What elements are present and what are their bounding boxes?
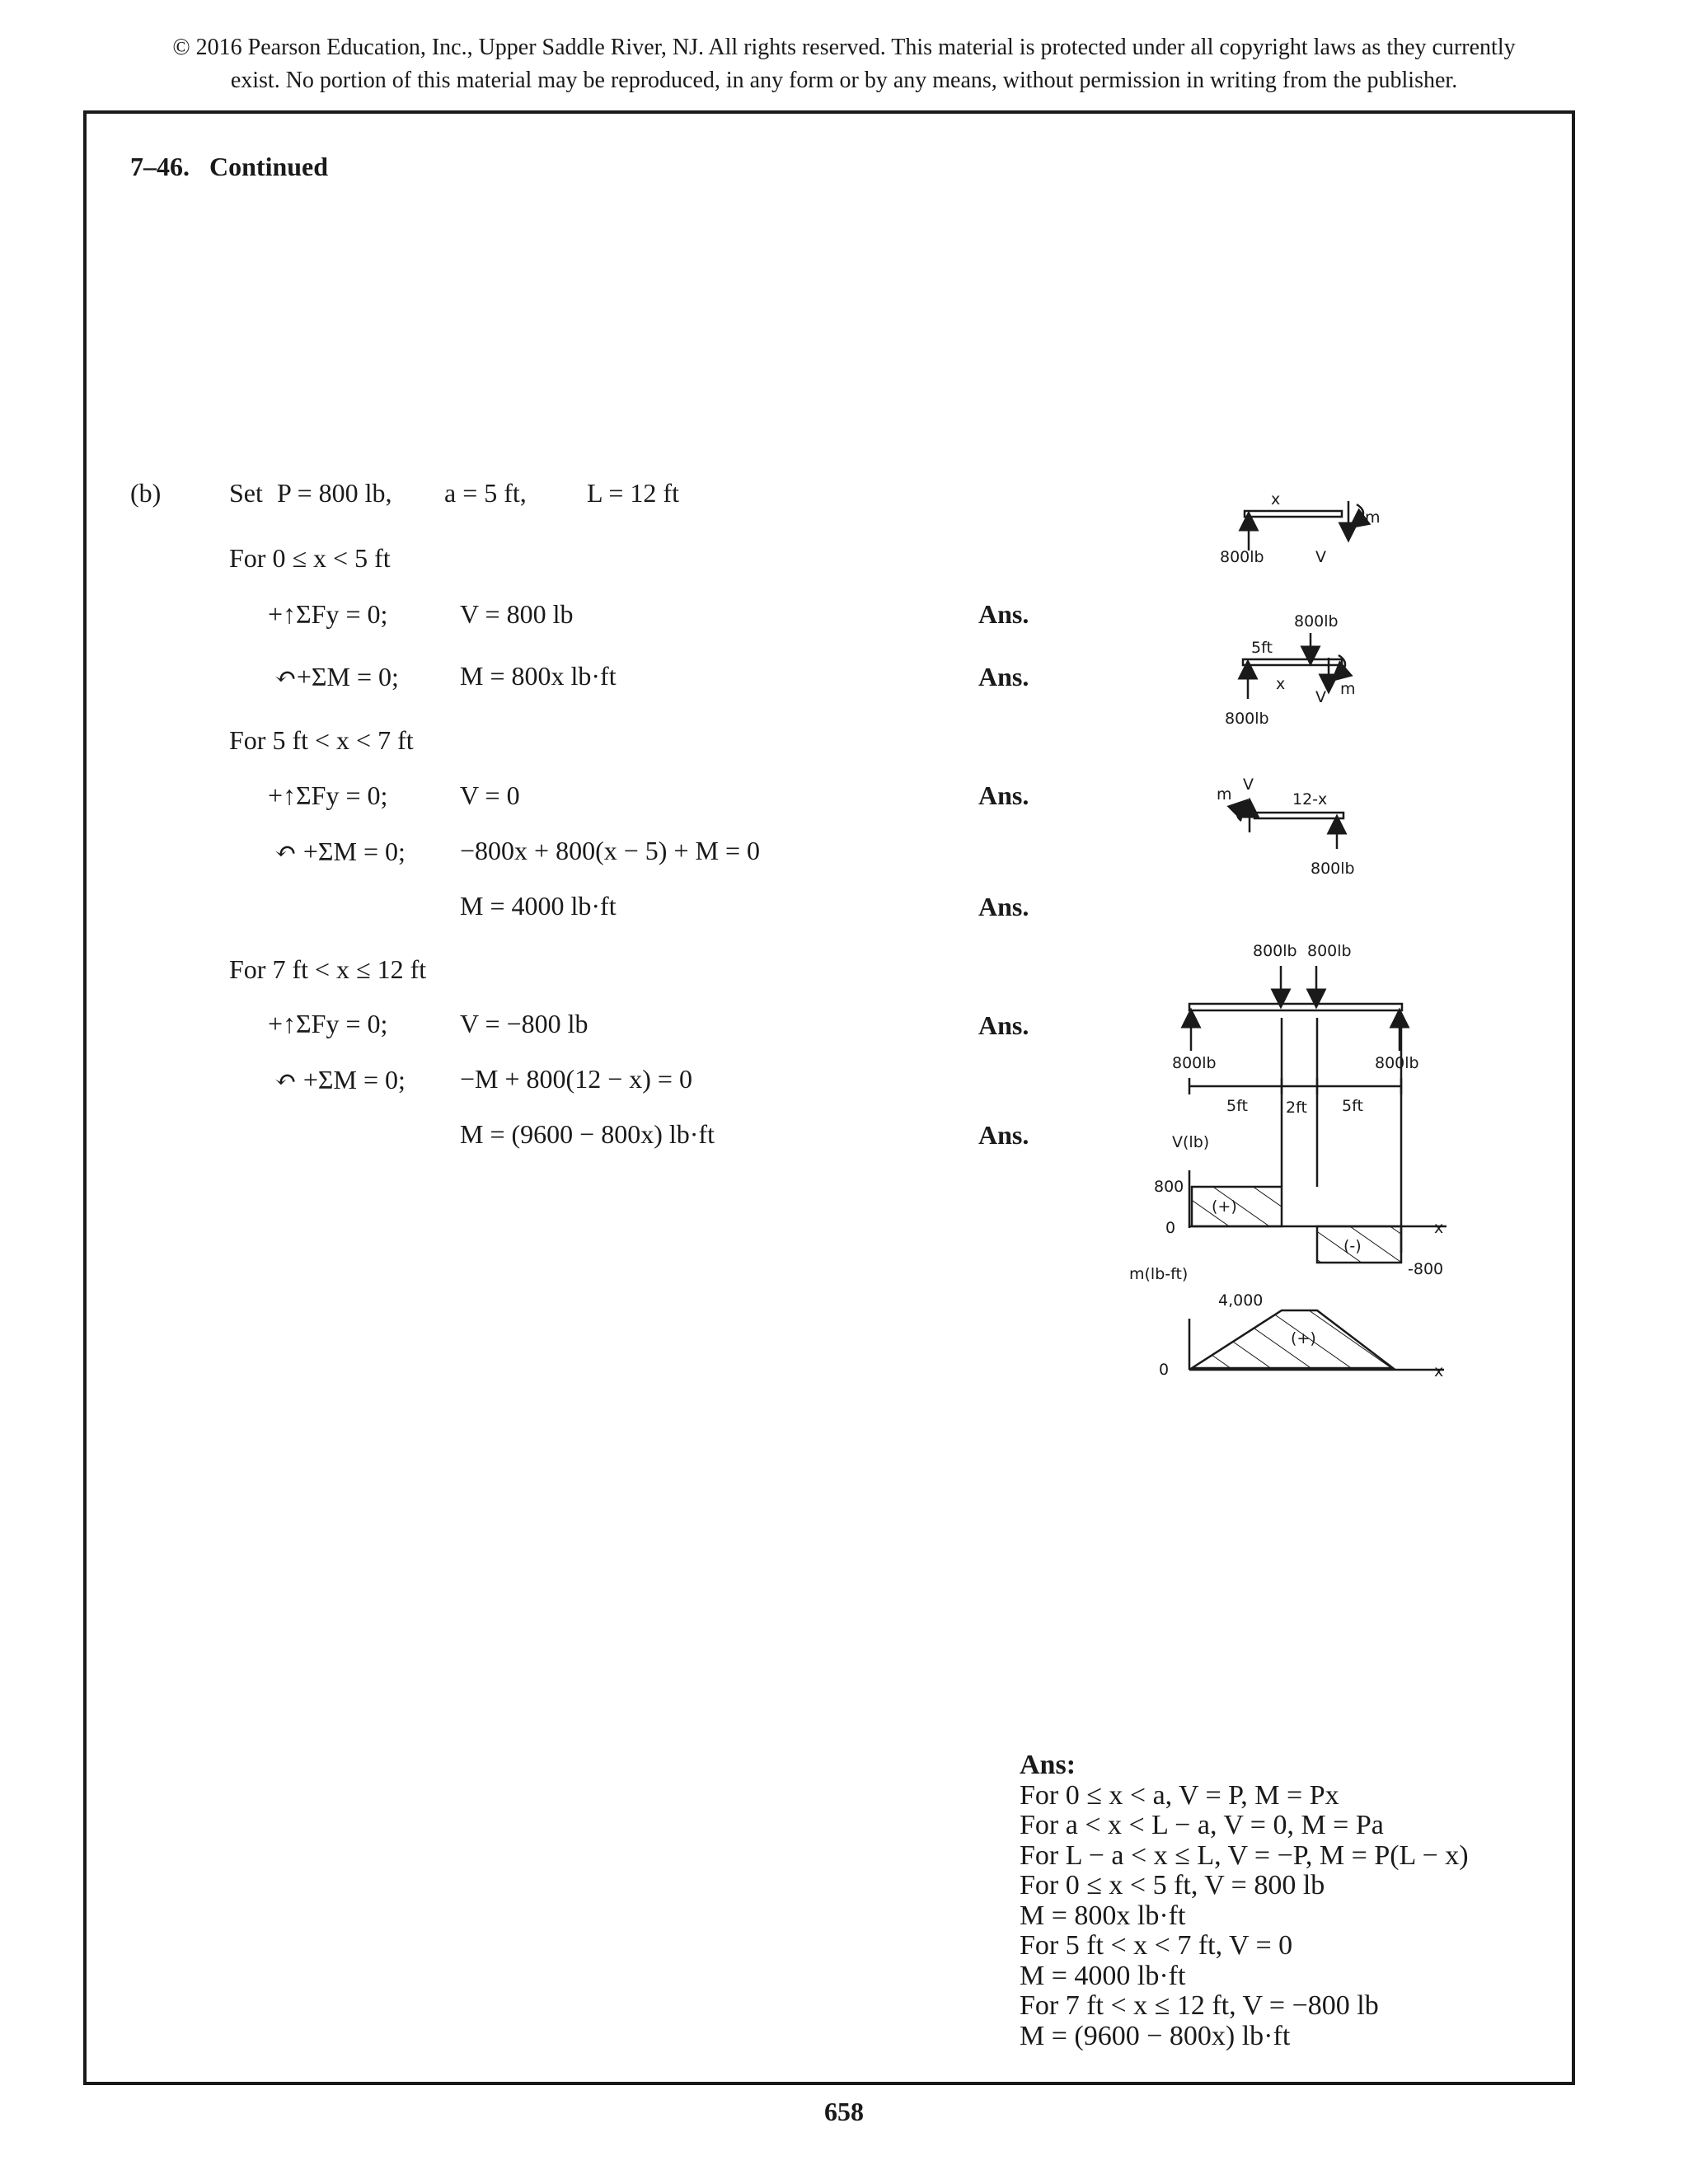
set-prefix: Set (229, 478, 263, 508)
moment-diagram (1189, 1310, 1444, 1370)
fbd2-v: V (1315, 688, 1326, 706)
moment-x-label: x (1434, 1362, 1444, 1380)
summary-line: For 0 ≤ x < a, V = P, M = Px (1020, 1779, 1339, 1811)
fbd1-reaction: 800lb (1220, 548, 1264, 566)
fbd3-v: V (1243, 776, 1254, 794)
shear-positive-sign: (+) (1212, 1197, 1237, 1216)
summary-heading: Ans: (1020, 1750, 1076, 1780)
copyright-line-1: © 2016 Pearson Education, Inc., Upper Saddle River, NJ. All rights reserved. This material is protected under all copyright laws as they currently (172, 35, 1516, 60)
summary-line: For 0 ≤ x < 5 ft, V = 800 lb (1020, 1870, 1325, 1900)
shear-x-label: x (1434, 1219, 1444, 1237)
fbd3-length: 12-x (1292, 790, 1328, 808)
summary-line: For a < x < L − a, V = 0, M = Pa (1020, 1810, 1384, 1840)
region2-title: For 5 ft < x < 7 ft (229, 725, 414, 755)
shear-negative-sign: (-) (1343, 1237, 1362, 1255)
summary-line: M = 4000 lb·ft (1020, 1960, 1186, 1991)
fbd2-load: 800lb (1294, 612, 1339, 630)
fbd1-m: m (1365, 509, 1381, 527)
summary-line: For 7 ft < x ≤ 12 ft, V = −800 lb (1020, 1990, 1379, 2021)
problem-number: 7–46. (130, 152, 190, 181)
region3-m-eq: ↶ +ΣM = 0; (274, 1065, 406, 1094)
set-a: a = 5 ft, (444, 478, 527, 508)
region2-fy-result: V = 0 (460, 780, 520, 810)
moment-axis-label: m(lb-ft) (1129, 1265, 1189, 1283)
set-p: P = 800 lb, (277, 478, 392, 508)
beam-reaction-left: 800lb (1172, 1054, 1217, 1072)
shear-axis-label: V(lb) (1172, 1133, 1210, 1151)
beam-dist-1: 5ft (1226, 1097, 1248, 1115)
region1-title: For 0 ≤ x < 5 ft (229, 543, 391, 573)
fbd-segment-3 (1237, 806, 1343, 849)
answer-summary (1020, 1750, 1469, 2051)
region2-fy-eq: +↑ΣFy = 0; (268, 780, 388, 810)
ans-label: Ans. (978, 1010, 1029, 1040)
region1-fy-result: V = 800 lb (460, 599, 574, 629)
fbd3-m: m (1217, 785, 1232, 804)
fbd-segment-1 (1245, 501, 1363, 551)
region3-title: For 7 ft < x ≤ 12 ft (229, 954, 427, 984)
ans-label: Ans. (978, 1120, 1029, 1150)
page-number: 658 (824, 2097, 864, 2126)
beam-dist-2: 2ft (1286, 1099, 1307, 1117)
beam-dist-3: 5ft (1342, 1097, 1363, 1115)
region2-m-eq: ↶ +ΣM = 0; (274, 837, 406, 866)
part-b-label: (b) (130, 478, 162, 508)
moment-zero: 0 (1159, 1361, 1170, 1379)
beam-load-2: 800lb (1307, 942, 1352, 960)
region3-m-result: −M + 800(12 − x) = 0 (460, 1064, 692, 1094)
copyright-line-2: exist. No portion of this material may be reproduced, in any form or by any means, without permission in writing from the publisher. (230, 68, 1458, 93)
summary-line: M = (9600 − 800x) lb·ft (1020, 2020, 1291, 2051)
beam-reaction-right: 800lb (1375, 1054, 1419, 1072)
moment-sign: (+) (1291, 1329, 1316, 1347)
ans-label: Ans. (978, 599, 1029, 629)
moment-peak: 4,000 (1218, 1291, 1264, 1310)
region1-fy-eq: +↑ΣFy = 0; (268, 599, 388, 629)
fbd3-reaction: 800lb (1311, 860, 1355, 878)
ans-label: Ans. (978, 662, 1029, 691)
region2-m-result-2: M = 4000 lb·ft (460, 891, 617, 921)
shear-value-neg: -800 (1408, 1260, 1444, 1278)
region1-m-eq: ↶+ΣM = 0; (274, 662, 399, 691)
summary-line: For 5 ft < x < 7 ft, V = 0 (1020, 1930, 1293, 1961)
fbd2-m: m (1340, 680, 1356, 698)
region1-m-result: M = 800x lb·ft (460, 661, 617, 691)
summary-line: M = 800x lb·ft (1020, 1900, 1186, 1931)
region3-fy-result: V = −800 lb (460, 1009, 588, 1038)
fbd2-reaction: 800lb (1225, 710, 1269, 728)
region3-fy-eq: +↑ΣFy = 0; (268, 1009, 388, 1038)
ans-label: Ans. (978, 780, 1029, 810)
ans-label: Ans. (978, 892, 1029, 921)
fbd1-x: x (1271, 490, 1281, 509)
summary-line: For L − a < x ≤ L, V = −P, M = P(L − x) (1020, 1840, 1469, 1871)
fbd2-x: x (1276, 675, 1286, 693)
region2-m-result: −800x + 800(x − 5) + M = 0 (460, 836, 760, 865)
region3-m-result-2: M = (9600 − 800x) lb·ft (460, 1119, 715, 1149)
continued-label: Continued (209, 152, 329, 181)
beam-load-1: 800lb (1253, 942, 1297, 960)
shear-zero: 0 (1165, 1219, 1176, 1237)
shear-value-800: 800 (1154, 1178, 1184, 1196)
fbd2-dist: 5ft (1251, 639, 1273, 657)
fbd1-v: V (1315, 548, 1326, 566)
set-l: L = 12 ft (587, 478, 679, 508)
